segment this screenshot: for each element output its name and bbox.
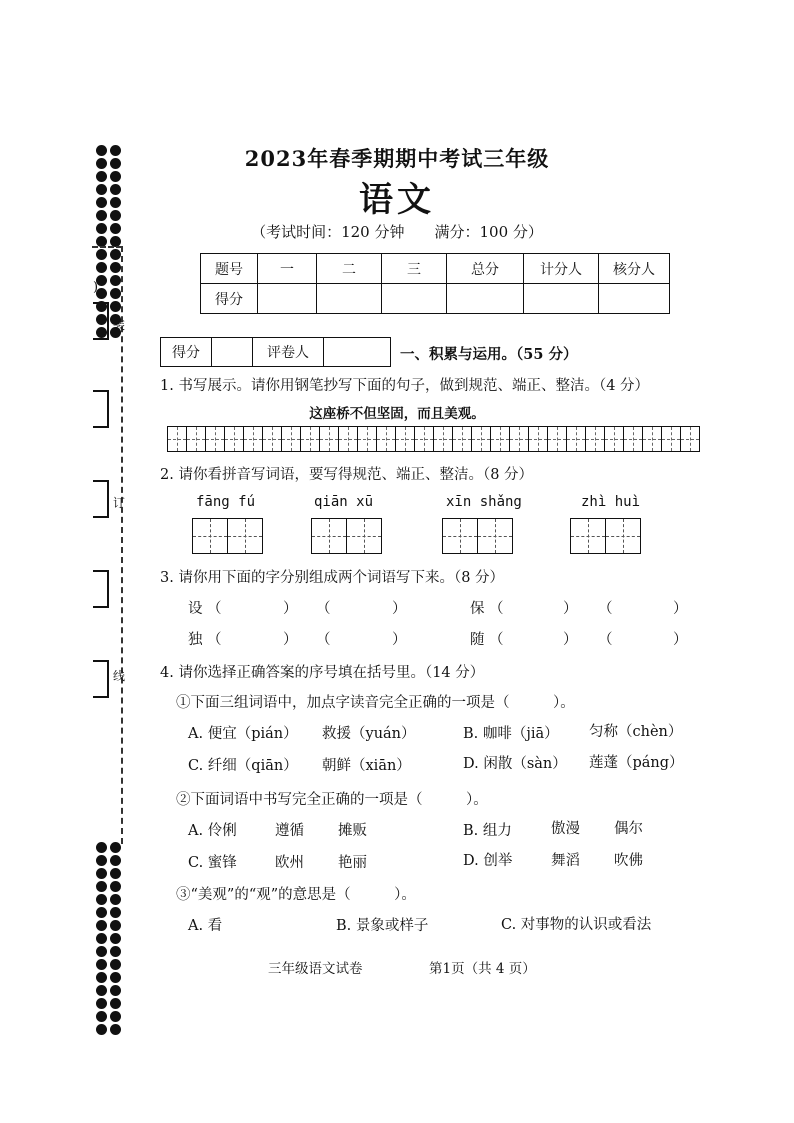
score-header-cell: 题号	[201, 254, 258, 284]
q4-option: 吹佛	[614, 853, 643, 869]
question-3: 3. 请你用下面的字分别组成两个词语写下来。（8 分）	[160, 570, 505, 586]
paren-close: ）	[392, 632, 407, 648]
q4-option: A. 便宜（pián）	[188, 726, 298, 742]
paren-open: （	[316, 632, 331, 648]
q4-option: 遵循	[275, 823, 304, 839]
pinyin-2: qiān xū	[314, 494, 374, 510]
q4-option: 舞滔	[551, 853, 580, 869]
score-header-cell: 总分	[447, 254, 524, 284]
binding-label-zhuang: 装	[113, 318, 126, 332]
tian-grid[interactable]	[442, 518, 513, 554]
binding-dots-bottom	[96, 842, 122, 1035]
q4-option: 摊贩	[338, 823, 367, 839]
paren-close: ）	[673, 601, 688, 617]
binding-label-xian: 线	[113, 669, 126, 683]
grader-table	[160, 337, 391, 367]
q4-option: D. 闲散（sàn）	[463, 756, 567, 772]
score-header-cell: 计分人	[524, 254, 599, 284]
question-1: 1. 书写展示。请你用钢笔抄写下面的句子，做到规范、端正、整洁。（4 分）	[160, 378, 650, 394]
q4-option: B. 组力	[463, 823, 512, 839]
binding-label-ding: 订	[113, 496, 126, 510]
question-2: 2. 请你看拼音写词语，要写得规范、端正、整洁。（8 分）	[160, 467, 534, 483]
paren-open: （	[207, 601, 222, 617]
q4-option: D. 创举	[463, 853, 513, 869]
q4-option: B. 咖啡（jiā）	[463, 726, 559, 742]
q4-option: A. 伶俐	[188, 823, 237, 839]
subject-title: 语文	[359, 180, 435, 220]
section-heading: 一、积累与运用。（55 分）	[400, 346, 578, 363]
paren-open: （	[316, 601, 331, 617]
q4-sub-1: ①下面三组词语中，加点字读音完全正确的一项是（ ）。	[176, 695, 575, 711]
binding-cut-top	[92, 246, 122, 248]
tian-grid[interactable]	[192, 518, 263, 554]
paren-close: ）	[392, 601, 407, 617]
exam-title: 2023年春季期期中考试三年级	[244, 146, 550, 171]
question-4: 4. 请你选择正确答案的序号填在括号里。（14 分）	[160, 665, 485, 681]
paren-close: ）	[673, 632, 688, 648]
binding-box	[93, 480, 109, 518]
pinyin-4: zhì huì	[581, 494, 641, 510]
paren-open: （	[489, 601, 504, 617]
grader-name-label: 评卷人	[253, 338, 324, 367]
paren-open: （	[598, 632, 613, 648]
q4-option: 艳丽	[338, 855, 367, 871]
q3-char: 独	[188, 632, 203, 648]
tian-grid[interactable]	[570, 518, 641, 554]
q4-option: 莲蓬（páng）	[589, 755, 684, 771]
score-header-cell: 二	[317, 254, 382, 284]
q4-option: C. 蜜锋	[188, 855, 237, 871]
score-header-cell: 三	[382, 254, 447, 284]
tian-grid[interactable]	[311, 518, 382, 554]
pinyin-3: xīn shǎng	[446, 494, 522, 510]
score-header-cell: 核分人	[599, 254, 670, 284]
score-cell[interactable]	[447, 284, 524, 314]
q4-option: A. 看	[188, 918, 223, 934]
q4-option: 救援（yuán）	[322, 726, 416, 742]
score-header-cell: 一	[258, 254, 317, 284]
binding-box	[93, 302, 109, 340]
q4-option: 匀称（chèn）	[589, 724, 683, 740]
score-cell[interactable]	[317, 284, 382, 314]
score-table	[200, 253, 670, 314]
grader-score-cell[interactable]	[212, 338, 253, 367]
binding-cut-line	[121, 246, 123, 844]
paren-close: ）	[283, 601, 298, 617]
score-cell[interactable]	[524, 284, 599, 314]
score-cell[interactable]	[599, 284, 670, 314]
paren-open: （	[207, 632, 222, 648]
copy-writing-grid[interactable]	[167, 426, 700, 452]
q4-sub-2: ②下面词语中书写完全正确的一项是（ ）。	[176, 792, 488, 808]
exam-info: （考试时间：120 分钟 满分：100 分）	[251, 223, 543, 241]
q4-option: B. 景象或样子	[336, 918, 429, 934]
q4-option: 朝鲜（xiān）	[322, 758, 411, 774]
binding-box	[93, 570, 109, 608]
q4-option: C. 纤细（qiān）	[188, 758, 298, 774]
q3-char: 保	[470, 601, 485, 617]
paren-open: （	[489, 632, 504, 648]
footer-paper-name: 三年级语文试卷	[268, 961, 363, 977]
paren-open: （	[598, 601, 613, 617]
q4-option: C. 对事物的认识或看法	[501, 917, 652, 933]
grader-score-label: 得分	[161, 338, 212, 367]
grader-name-cell[interactable]	[324, 338, 391, 367]
q4-sub-3: ③“美观”的“观”的意思是（ ）。	[176, 887, 416, 903]
binding-box	[93, 660, 109, 698]
q4-option: 傲漫	[551, 821, 580, 837]
q4-option: 偶尔	[614, 821, 643, 837]
q3-char: 设	[188, 601, 203, 617]
paren-close: ）	[563, 601, 578, 617]
paren-close: ）	[283, 632, 298, 648]
paren-close: ）	[563, 632, 578, 648]
pinyin-1: fāng fú	[196, 494, 256, 510]
score-row-label: 得分	[201, 284, 258, 314]
score-cell[interactable]	[382, 284, 447, 314]
q4-option: 欧州	[275, 855, 304, 871]
score-cell[interactable]	[258, 284, 317, 314]
q3-char: 随	[470, 632, 485, 648]
copy-sentence: 这座桥不但坚固，而且美观。	[309, 406, 485, 422]
footer-page-number: 第1页（共 4 页）	[429, 961, 536, 977]
binding-paren: )	[93, 280, 99, 295]
